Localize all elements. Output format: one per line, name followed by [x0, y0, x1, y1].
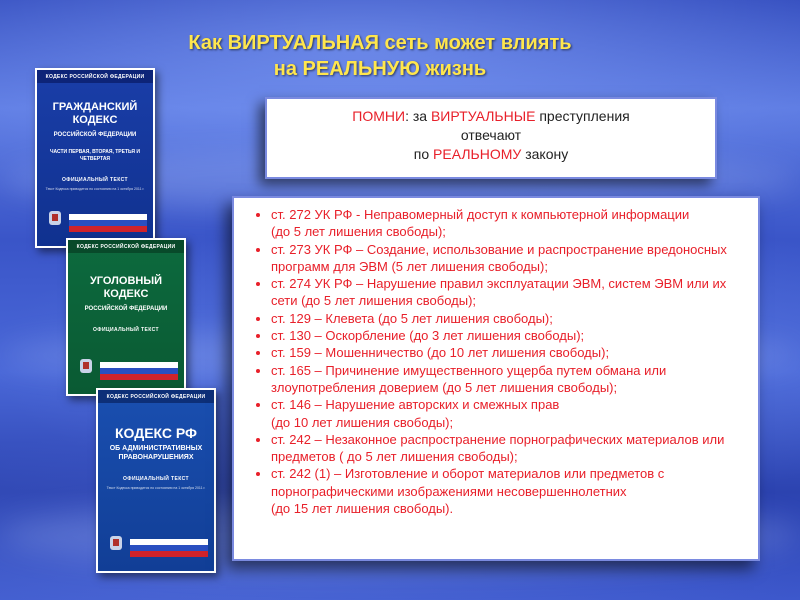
russian-flag-icon [130, 539, 208, 557]
book-series-label: КОДЕКС РОССИЙСКОЙ ФЕДЕРАЦИИ [68, 240, 184, 253]
article-penalty: (до 5 лет лишения свободы); [271, 224, 446, 240]
article-text: ст. 274 УК РФ – Нарушение правил эксплуатации ЭВМ, систем ЭВМ или их сети (до 5 лет лишения свободы); [271, 276, 727, 309]
memo-text: по [413, 146, 434, 162]
slide-title-line-1: Как ВИРТУАЛЬНАЯ сеть может влиять [188, 32, 572, 54]
article-text: ст. 146 – Нарушение авторских и смежных прав [271, 397, 560, 413]
memo-text: : за [405, 108, 431, 124]
articles-box [232, 196, 760, 561]
russian-flag-icon [69, 214, 147, 232]
book-subtitle: РОССИЙСКОЙ ФЕДЕРАЦИИ [53, 132, 137, 138]
coat-of-arms-icon [45, 208, 65, 228]
list-item [271, 431, 746, 466]
list-item [271, 344, 746, 361]
article-text: ст. 242 – Незаконное распространение порнографических материалов или предметов ( до 5 лет лишения свободы); [271, 431, 725, 465]
book-fine-print: Текст Кодекса приводится по состоянию на 1 октября 2011 г. [106, 486, 206, 490]
russian-flag-icon [100, 362, 178, 380]
list-item [271, 465, 746, 517]
article-text: ст. 273 УК РФ – Создание, использование и распространение вредоносных программ для ЭВМ (5 лет лишения свободы); [271, 241, 727, 274]
article-text: ст. 130 – Оскорбление (до 3 лет лишения свободы); [271, 328, 585, 344]
civil-code-book-image [35, 68, 155, 248]
list-item [271, 327, 746, 344]
book-title-line-1: ГРАЖДАНСКИЙ [52, 101, 138, 113]
book-official-text: ОФИЦИАЛЬНЫЙ ТЕКСТ [93, 327, 159, 333]
article-text: ст. 272 УК РФ - Неправомерный доступ к компьютерной информации [271, 207, 690, 222]
book-subtitle-line-2: ПРАВОНАРУШЕНИЯХ [118, 454, 194, 461]
article-text: ст. 129 – Клевета (до 5 лет лишения свободы); [271, 310, 553, 326]
list-item [271, 206, 746, 241]
book-title [37, 101, 153, 127]
memo-remember: ПОМНИ [352, 108, 406, 124]
memo-line-1 [281, 107, 701, 126]
article-text: ст. 242 (1) – Изготовление и оборот материалов или предметов с порнографическими изображениями несовершеннолетних [271, 466, 665, 499]
book-subtitle [98, 444, 214, 462]
memo-box [265, 97, 717, 179]
memo-line-2: отвечают [460, 127, 522, 143]
book-title-line-1: УГОЛОВНЫЙ [89, 275, 163, 287]
book-series-label: КОДЕКС РОССИЙСКОЙ ФЕДЕРАЦИИ [37, 70, 153, 83]
book-parts: ЧАСТИ ПЕРВАЯ, ВТОРАЯ, ТРЕТЬЯ И ЧЕТВЕРТАЯ [49, 149, 140, 162]
article-penalty: (до 10 лет лишения свободы); [271, 414, 454, 430]
book-title: КОДЕКС РФ [114, 425, 198, 441]
articles-list [252, 206, 746, 517]
book-subtitle: РОССИЙСКОЙ ФЕДЕРАЦИИ [84, 306, 168, 312]
book-official-text: ОФИЦИАЛЬНЫЙ ТЕКСТ [62, 177, 128, 183]
administrative-code-book-image [96, 388, 216, 573]
book-title-line-2: КОДЕКС [103, 288, 149, 300]
book-official-text: ОФИЦИАЛЬНЫЙ ТЕКСТ [123, 476, 189, 482]
memo-text: преступления [535, 108, 630, 124]
list-item [271, 362, 746, 397]
list-item [271, 310, 746, 327]
list-item [271, 275, 746, 310]
memo-real: РЕАЛЬНОМУ [433, 146, 522, 162]
article-text: ст. 159 – Мошенничество (до 10 лет лишения свободы); [271, 345, 610, 361]
article-penalty: (до 15 лет лишения свободы). [271, 501, 454, 517]
criminal-code-book-image [66, 238, 186, 396]
book-title-line-2: КОДЕКС [72, 114, 118, 126]
slide-title-line-2: на РЕАЛЬНУЮ жизнь [273, 58, 487, 80]
book-title [68, 275, 184, 301]
list-item [271, 241, 746, 276]
memo-text: закону [521, 146, 569, 162]
book-series-label: КОДЕКС РОССИЙСКОЙ ФЕДЕРАЦИИ [98, 390, 214, 403]
memo-line-3 [281, 145, 701, 164]
book-fine-print: Текст Кодекса приводится по состоянию на 1 октября 2011 г. [45, 187, 145, 191]
coat-of-arms-icon [76, 356, 96, 376]
list-item [271, 396, 746, 431]
article-text: ст. 165 – Причинение имущественного ущерба путем обмана или злоупотребления доверием (до 5 лет лишения свободы); [271, 362, 667, 395]
coat-of-arms-icon [106, 533, 126, 553]
slide-title [120, 30, 640, 82]
book-subtitle-line-1: ОБ АДМИНИСТРАТИВНЫХ [109, 445, 203, 452]
memo-virtual: ВИРТУАЛЬНЫЕ [430, 108, 536, 124]
